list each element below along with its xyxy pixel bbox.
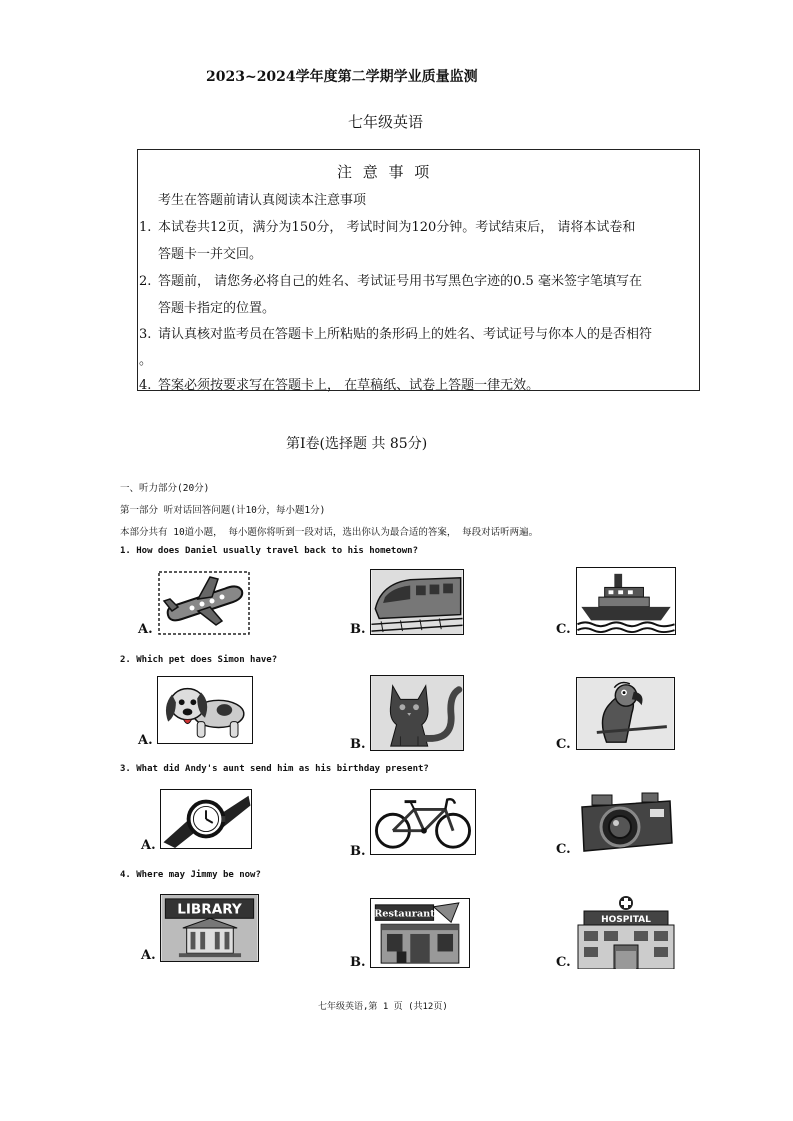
camera-icon [576,789,676,855]
notice-heading: 注 意 事 项 [337,163,433,181]
train-icon [370,569,464,635]
subsection-heading: 第一部分 听对话回答问题(计10分，每小题1分) [120,505,326,516]
option-letter: B. [350,737,366,752]
option-letter: C. [556,842,571,857]
restaurant-sign: Restaurant [374,908,435,920]
notice-item-3 [139,323,652,342]
option-letter: A. [141,838,156,853]
question-4-text: 4. Where may Jimmy be now? [120,870,261,880]
option-letter: C. [556,737,571,752]
notice-item-1 [139,216,635,235]
notice-item-number: 4. [139,378,152,393]
option-letter: C. [556,955,571,970]
page-footer: 七年级英语,第 1 页 (共12页) [318,1002,448,1012]
ship-icon [576,567,676,635]
notice-item-text: 答题前， 请您务必将自己的姓名、考试证号用书写黑色字迹的0.5 毫米签字笔填写在 [158,274,642,289]
option-letter: A. [138,622,153,637]
dog-icon [157,676,253,744]
notice-item-text: 请认真核对监考员在答题卡上所粘贴的条形码上的姓名、考试证号与你本人的是否相符 [158,327,653,342]
notice-item-text: 本试卷共12页，满分为150分， 考试时间为120分钟。考试结束后， 请将本试卷和 [158,220,636,235]
notice-item-number: 3. [139,327,152,342]
instruction-text: 本部分共有 10道小题， 每小题你将听到一段对话，选出你认为最合适的答案， 每段对话听两遍。 [120,527,539,538]
plane-icon [158,571,250,635]
parrot-icon [576,677,675,750]
notice-item-2-cont: 答题卡指定的位置。 [158,301,276,316]
notice-item-text: 答案必须按要求写在答题卡上， 在草稿纸、试卷上答题一律无效。 [158,378,540,393]
notice-item-4 [139,374,539,393]
option-letter: B. [350,955,366,970]
notice-item-3-cont: 。 [139,353,153,368]
cat-icon [370,675,464,751]
notice-item-2 [139,270,642,289]
part-title: 第Ⅰ卷(选择题 共 85分) [286,436,428,452]
library-icon [160,894,259,962]
question-3-text: 3. What did Andy's aunt send him as his birthday present? [120,764,429,774]
question-2-text: 2. Which pet does Simon have? [120,655,278,665]
library-sign: LIBRARY [177,901,242,918]
notice-intro: 考生在答题前请认真阅读本注意事项 [158,193,367,208]
notice-item-number: 1. [139,220,152,235]
option-letter: B. [350,844,366,859]
restaurant-icon [370,898,470,968]
option-letter: A. [141,948,156,963]
option-letter: C. [556,622,571,637]
hospital-icon [576,895,676,969]
hospital-sign: HOSPITAL [601,915,651,925]
bicycle-icon [370,789,476,855]
option-letter: B. [350,622,366,637]
notice-item-number: 2. [139,274,152,289]
watch-icon [160,789,252,849]
notice-item-1-cont: 答题卡一并交回。 [158,247,263,262]
section-heading: 一、听力部分(20分) [120,483,210,494]
subject-title: 七年级英语 [348,113,424,131]
exam-title: 2023~2024学年度第二学期学业质量监测 [206,69,478,85]
question-1-text: 1. How does Daniel usually travel back to his hometown? [120,546,419,556]
option-letter: A. [138,733,153,748]
